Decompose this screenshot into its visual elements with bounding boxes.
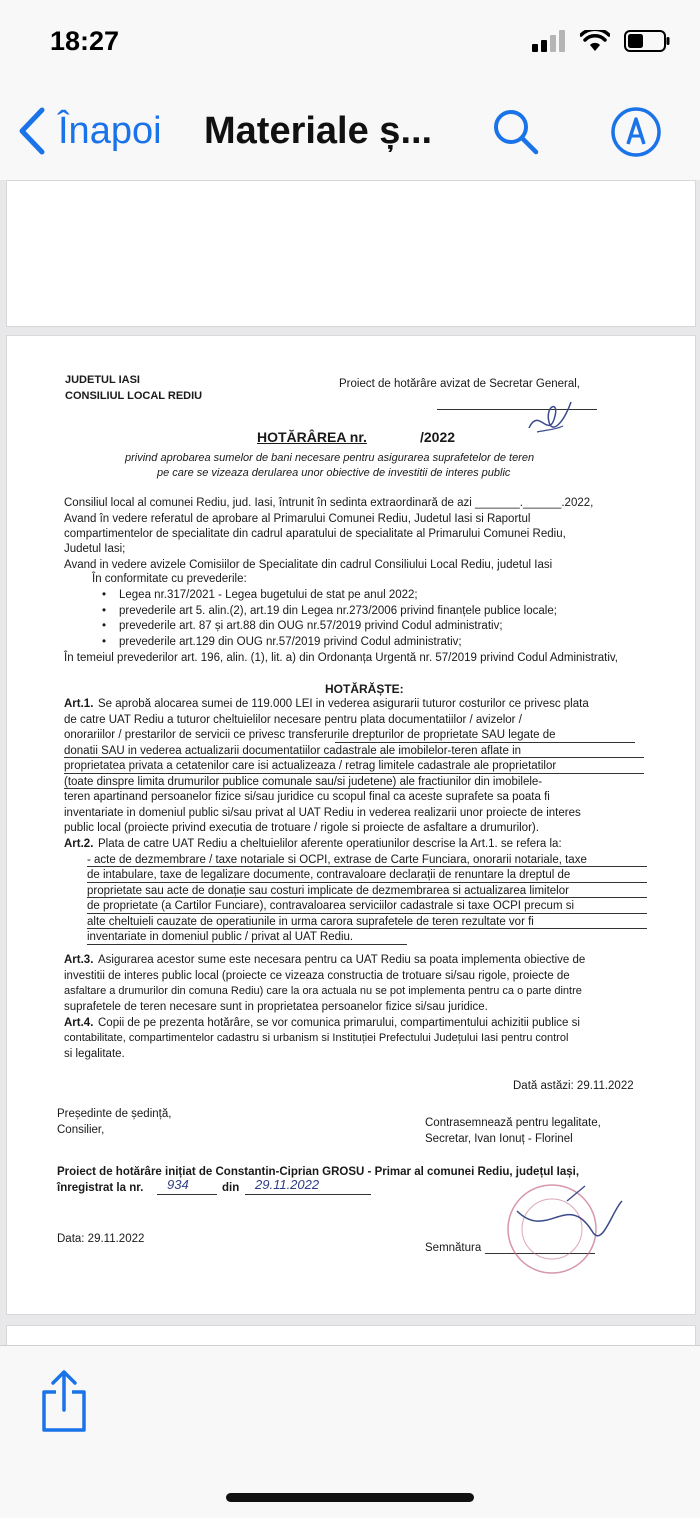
document-date: Data: 29.11.2022: [57, 1233, 145, 1245]
article-1-line: de catre UAT Rediu a tuturor cheltuielilor necesare pentru plata documentatiilor / avizelor /: [64, 714, 522, 726]
registered-number: 934: [167, 1177, 189, 1192]
intro-line: Consiliul local al comunei Rediu, jud. Iasi, întrunit în sedinta extraordinară de azi _______.______.2022,: [64, 497, 594, 509]
article-1-line: inventariate in domeniul public si/sau privat al UAT Rediu in vederea realizarii unor proiecte de interes: [64, 807, 581, 819]
header-approval-note: Proiect de hotărâre avizat de Secretar General,: [339, 378, 580, 390]
previous-page: [6, 180, 696, 327]
navigation-bar: [0, 88, 700, 181]
article-4-line: si legalitate.: [64, 1048, 125, 1060]
wifi-icon: [580, 30, 610, 52]
article-2-line: Plata de catre UAT Rediu a cheltuielilor aferente operatiunilor descrise la Art.1. se refera la:: [98, 838, 562, 850]
cellular-signal-icon: [532, 30, 566, 52]
chevron-left-icon: [18, 106, 48, 156]
intro-line: compartimentelor de specialitate din cadrul aparatului de specialitate al Primarului Comunei Rediu,: [64, 528, 566, 540]
registered-date-line: [245, 1194, 371, 1195]
underline-mark: [64, 757, 644, 758]
search-button[interactable]: [490, 106, 540, 161]
decision-subtitle-2: pe care se vizeaza derularea unor obiective de investitii de interes public: [157, 467, 511, 479]
date-today: Dată astăzi: 29.11.2022: [513, 1080, 634, 1092]
search-icon: [490, 106, 540, 156]
registered-from-label: din: [222, 1182, 240, 1194]
legal-basis-item: prevederile art. 87 și art.88 din OUG nr.57/2019 privind Codul administrativ;: [119, 620, 503, 632]
secretary-signature-icon: [519, 386, 579, 446]
status-time: 18:27: [50, 26, 120, 56]
article-1-line: donatii SAU in vederea actualizarii documentatiilor cadastrale ale imobilelor-teren aflate in: [64, 745, 522, 757]
underline-mark: [64, 788, 434, 789]
decides-heading: HOTĂRĂȘTE:: [325, 682, 404, 696]
article-2-label: Art.2.: [64, 838, 94, 850]
president-label: Președinte de ședință,: [57, 1108, 172, 1120]
underline-mark: [335, 742, 635, 743]
article-1-line: onorariilor / prestarilor de servicii ce privesc transferurile drepturilor de proprietate SAU legate de: [64, 729, 556, 741]
article-2-line: proprietate sau acte de donație sau costuri implicate de dezmembrarea si actualizarea limitelor: [87, 885, 569, 897]
decision-year: /2022: [420, 429, 456, 445]
bullet-dot: •: [102, 620, 107, 632]
next-page: [6, 1325, 696, 1345]
article-3-line: asfaltare a drumurilor din comuna Rediu) care la ora actuala nu se pot implementa pentru ca o parte dintre: [64, 985, 582, 997]
article-3-line: Asigurarea acestor sume este necesara pentru ca UAT Rediu sa poata implementa obiective de: [98, 954, 586, 966]
official-stamp-icon: [497, 1171, 627, 1281]
home-indicator[interactable]: [226, 1493, 474, 1502]
article-1-line: teren apartinand persoanelor fizice si/sau juridice cu scopul final ca aceste suprafete sa poata fi: [64, 791, 550, 803]
decision-title: HOTĂRÂREA nr.: [257, 429, 367, 445]
bullet-dot: •: [102, 636, 107, 648]
underline-mark: [87, 944, 407, 945]
article-1-line: (toate dinspre limita drumurilor publice comunale sau/si judetene) ale fractiunilor din imobilele-: [64, 776, 543, 788]
councillor-label: Consilier,: [57, 1124, 105, 1136]
intro-line: Judetul Iasi;: [64, 543, 126, 555]
signature-label: Semnătura: [425, 1242, 482, 1254]
intro-line: Avand în vedere referatul de aprobare al Primarului Comunei Rediu, Judetul Iasi si Raportul: [64, 513, 531, 525]
article-1-label: Art.1.: [64, 698, 94, 710]
back-button[interactable]: [18, 106, 162, 156]
article-2-line: inventariate in domeniul public / privat al UAT Rediu.: [87, 931, 354, 943]
legal-basis-item: prevederile art 5. alin.(2), art.19 din Legea nr.273/2006 privind finanțele publice locale;: [119, 605, 557, 617]
legal-basis-item: Legea nr.317/2021 - Legea bugetului de stat pe anul 2022;: [119, 589, 418, 601]
secretary-name: Secretar, Ivan Ionuț - Florinel: [425, 1133, 573, 1145]
initiated-by: Proiect de hotărâre inițiat de Constantin-Ciprian GROSU - Primar al comunei Rediu, județul Iași,: [57, 1166, 580, 1178]
article-1-line: public local (proiecte privind executia de trotuare / rigole si proiecte de asfaltare a drumurilor).: [64, 822, 539, 834]
article-1-line: proprietatea privata a cetatenilor care isi actualizeaza / retrag limitele cadastrale ale proprietatilor: [64, 760, 557, 772]
status-bar: [0, 0, 700, 88]
legal-basis-item: prevederile art.129 din OUG nr.57/2019 privind Codul administrativ;: [119, 636, 462, 648]
article-2-line: alte cheltuieli cauzate de operatiunile in urma carora suprafetele de teren rezultate vor fi: [87, 916, 534, 928]
share-button[interactable]: [38, 1368, 90, 1439]
header-council: CONSILIUL LOCAL REDIU: [65, 390, 203, 402]
underline-mark: [87, 882, 647, 883]
article-1-line: Se aprobă alocarea sumei de 119.000 LEI in vederea asigurarii tuturor costurilor ce privesc plata: [98, 698, 589, 710]
back-button-label: Înapoi: [58, 109, 162, 152]
registered-number-line: [157, 1194, 217, 1195]
article-4-line: contabilitate, compartimentelor cadastru si urbanism si Instituției Prefectului Județului Iasi pentru control: [64, 1032, 569, 1044]
article-3-label: Art.3.: [64, 954, 94, 966]
underline-mark: [64, 773, 644, 774]
bullet-dot: •: [102, 589, 107, 601]
document-viewer[interactable]: [0, 180, 700, 1345]
article-4-line: Copii de pe prezenta hotărâre, se vor comunica primarului, compartimentului achizitii publice si: [98, 1017, 580, 1029]
article-2-line: - acte de dezmembrare / taxe notariale si OCPI, extrase de Carte Funciara, onorarii notariale, taxe: [87, 854, 587, 866]
intro-line: În conformitate cu prevederile:: [92, 573, 247, 585]
header-county: JUDETUL IASI: [65, 374, 140, 386]
markup-button[interactable]: [610, 106, 662, 163]
article-3-line: investitii de interes public local (proiecte ce vizeaza constructia de trotuare si/sau rigole, proiecte de: [64, 970, 570, 982]
decision-subtitle-1: privind aprobarea sumelor de bani necesare pentru asigurarea suprafetelor de teren: [125, 452, 535, 464]
underline-mark: [87, 928, 647, 929]
registered-date: 29.11.2022: [255, 1177, 320, 1192]
status-icons: [532, 30, 670, 52]
markup-pen-icon: [610, 106, 662, 158]
document-body: [7, 336, 695, 1314]
underline-mark: [87, 913, 647, 914]
article-2-line: de intabulare, taxe de legalizare documente, contravaloare declarații de renuntare la dreptul de: [87, 869, 571, 881]
document-page: [6, 335, 696, 1315]
bottom-toolbar: [0, 1345, 700, 1518]
intro-line: Avand in vedere avizele Comisiilor de Specialitate din cadrul Consiliului Local Rediu, judetul Iasi: [64, 559, 553, 571]
underline-mark: [87, 897, 647, 898]
share-icon: [38, 1368, 90, 1434]
underline-mark: [87, 866, 647, 867]
page-title: Materiale ș...: [204, 110, 433, 152]
bullet-dot: •: [102, 605, 107, 617]
article-2-line: de proprietate (a Cartilor Funciare), contravaloarea serviciilor cadastrale si taxe OCPI precum si: [87, 900, 575, 912]
registered-label: înregistrat la nr.: [57, 1182, 144, 1194]
legal-grounds: În temeiul prevederilor art. 196, alin. (1), lit. a) din Ordonanța Urgentă nr. 57/2019 privind Codul Administrativ,: [64, 652, 618, 664]
countersign-label: Contrasemnează pentru legalitate,: [425, 1117, 601, 1129]
article-3-line: suprafetele de teren necesare sunt in proprietatea persoanelor fizice si/sau juridice.: [64, 1001, 488, 1013]
battery-icon: [624, 30, 670, 52]
article-4-label: Art.4.: [64, 1017, 94, 1029]
